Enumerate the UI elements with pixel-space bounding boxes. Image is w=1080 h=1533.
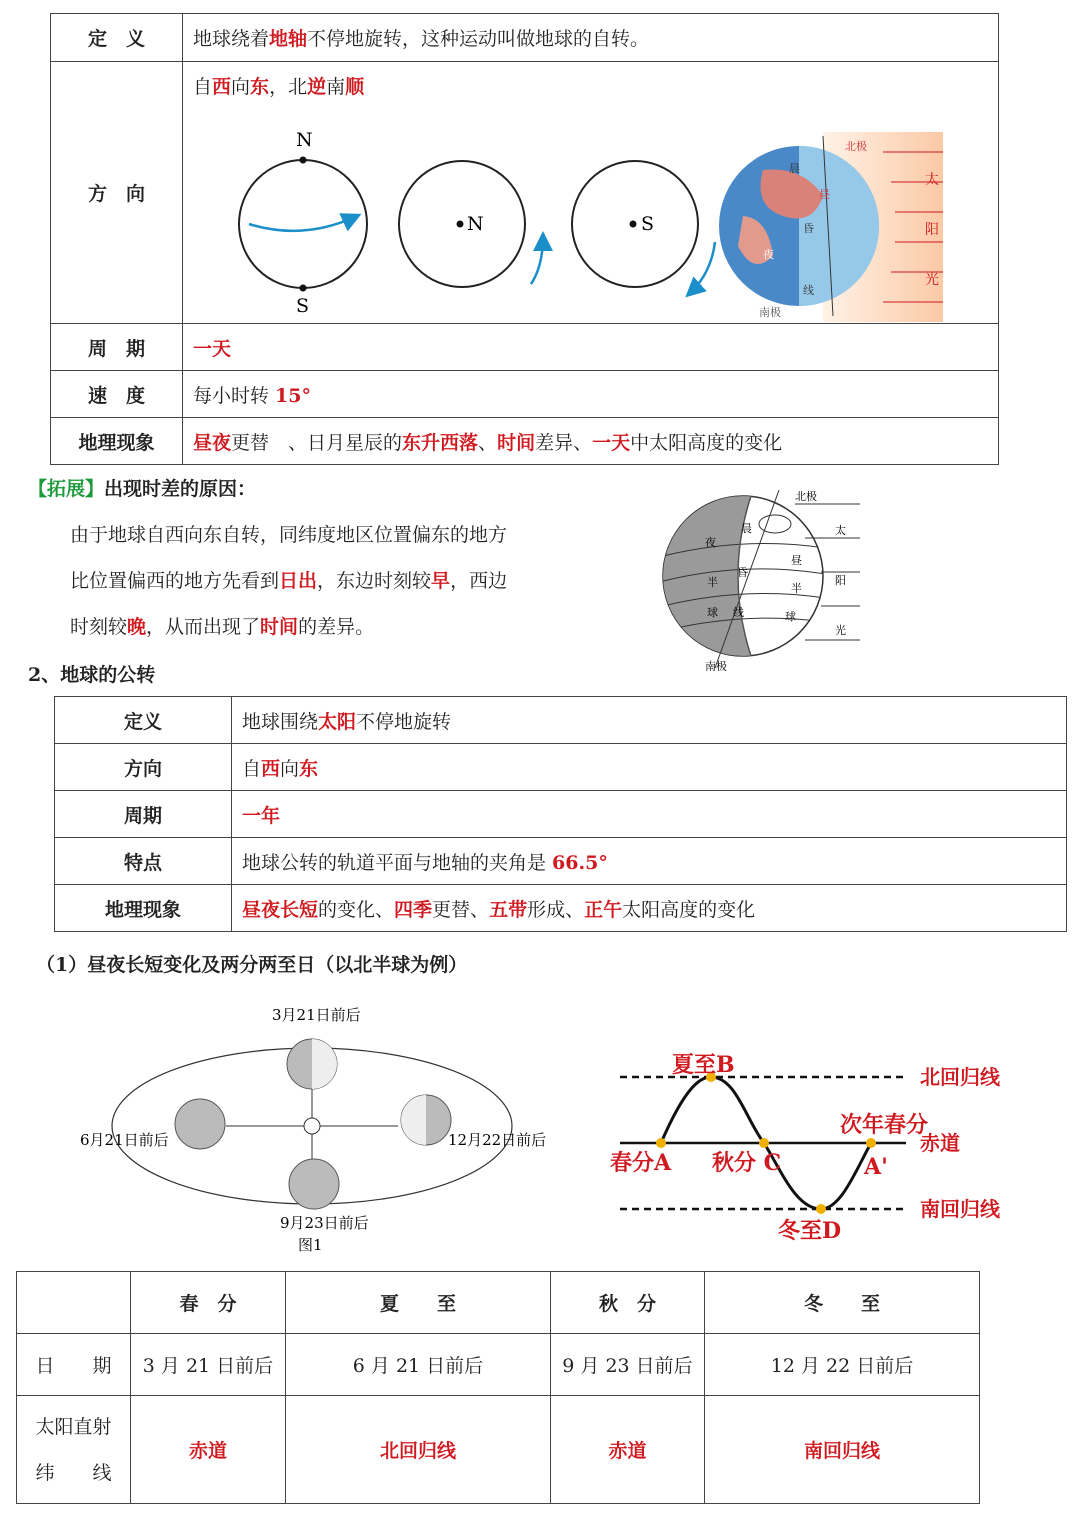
north-pole-view-circle — [399, 161, 543, 287]
orbit-label-september: 9月23日前后 — [280, 1214, 369, 1232]
rotation-period-value — [183, 324, 999, 371]
label-winter-d: 冬至D — [778, 1218, 842, 1244]
label-spring-a: 春分A — [610, 1150, 672, 1176]
south-label-3: S — [641, 213, 655, 235]
north-label-2: N — [467, 213, 484, 235]
latitude-spring: 赤道 — [131, 1396, 286, 1504]
highlight-text: 太阳 — [318, 710, 357, 733]
plain-text: 由于地球自西向东自转，同纬度地区位置偏东的地方 — [70, 524, 508, 546]
globe2-hun: 昏 — [737, 566, 748, 579]
globe2-qiu1: 球 — [707, 606, 718, 619]
plain-text: 地球绕着 — [193, 28, 270, 50]
label-south-tropic: 南回归线 — [920, 1197, 1000, 1221]
label-summer-b: 夏至B — [672, 1052, 735, 1078]
highlight-text: 日出 — [279, 570, 318, 592]
revolution-phenomena-label: 地理现象 — [55, 885, 232, 932]
globe2-ban2: 半 — [791, 582, 802, 595]
globe2-north: 北极 — [795, 490, 817, 503]
latitude-winter: 南回归线 — [705, 1396, 980, 1504]
globe2-ye: 夜 — [705, 536, 716, 549]
latitude-autumn: 赤道 — [551, 1396, 705, 1504]
revolution-definition-label: 定义 — [55, 697, 232, 744]
plain-text: 地球公转的轨道平面与地轴的夹角是 — [242, 851, 553, 874]
plain-text: 差异、 — [535, 431, 593, 454]
plain-text: ，西边 — [450, 570, 508, 592]
globe2-south: 南极 — [705, 660, 727, 671]
label-next-spring: 次年春分 — [840, 1112, 929, 1138]
plain-text: 自 — [193, 76, 213, 98]
plain-text: ，从而出现了 — [146, 616, 261, 638]
north-label-1: N — [296, 129, 313, 151]
globe-south-label: 南极 — [759, 306, 781, 319]
highlight-text: 地轴 — [269, 28, 308, 50]
revolution-direction-label: 方向 — [55, 744, 232, 791]
highlight-text: 66.5° — [552, 851, 608, 874]
rotation-period-label: 周 期 — [51, 324, 183, 371]
globe-night-label: 夜 — [763, 248, 774, 261]
extension-line-1 — [70, 512, 507, 558]
plain-text: ，东边时刻较 — [317, 570, 432, 592]
plain-text: 、 — [478, 431, 498, 454]
latitude-row-label — [17, 1396, 131, 1504]
extension-bracket: 【拓展】 — [28, 478, 105, 500]
plain-text: 形成、 — [527, 898, 585, 921]
highlight-text: 时间 — [497, 431, 536, 454]
globe2-yang: 阳 — [835, 574, 846, 587]
plain-text: 向 — [280, 757, 300, 780]
extension-line-3 — [70, 604, 374, 650]
date-summer: 6 月 21 日前后 — [286, 1334, 551, 1396]
sun-icon — [294, 1108, 330, 1144]
rotation-phenomena-value — [183, 418, 999, 465]
highlight-text: 一天 — [193, 337, 232, 360]
highlight-text: 昼夜长短 — [242, 898, 319, 921]
globe-north-label: 北极 — [845, 140, 867, 153]
plain-text: 时刻较 — [70, 616, 128, 638]
highlight-text: 四季 — [394, 898, 433, 921]
sunlit-globe-illustration — [719, 132, 943, 322]
highlight-text: 五带 — [489, 898, 528, 921]
highlight-text: 西 — [261, 757, 281, 780]
orbit-label-june: 6月21日前后 — [80, 1131, 169, 1149]
plain-text: 向 — [231, 76, 251, 98]
header-winter-solstice: 冬 至 — [705, 1272, 980, 1334]
south-pole-view-circle — [572, 161, 715, 294]
latitude-label-line-1: 太阳直射 — [35, 1415, 112, 1438]
globe2-zhou: 昼 — [791, 554, 802, 567]
header-summer-solstice: 夏 至 — [286, 1272, 551, 1334]
plain-text: 自 — [242, 757, 262, 780]
globe2-xian: 线 — [733, 606, 744, 619]
orbit-caption: 图1 — [298, 1236, 323, 1254]
revolution-feature-label: 特点 — [55, 838, 232, 885]
sun-label-yang: 阳 — [925, 222, 939, 238]
date-row-label: 日 期 — [17, 1334, 131, 1396]
globe2-guang: 光 — [835, 624, 846, 637]
label-equator: 赤道 — [920, 1131, 960, 1155]
globe2-chen: 晨 — [741, 522, 752, 535]
label-autumn-c: 秋分 C — [712, 1150, 782, 1176]
highlight-text: 顺 — [345, 76, 365, 98]
plain-text: 的变化、 — [318, 898, 395, 921]
rotation-table — [50, 13, 999, 465]
time-difference-globe-diagram — [655, 486, 870, 671]
section-2-title: 2、地球的公转 — [28, 664, 156, 686]
revolution-direction-value — [232, 744, 1067, 791]
highlight-text: 昼夜 — [193, 431, 232, 454]
orbit-label-december: 12月22日前后 — [448, 1131, 547, 1149]
sun-label-guang: 光 — [925, 272, 939, 288]
rotation-speed-label: 速 度 — [51, 371, 183, 418]
plain-text: 南 — [326, 76, 346, 98]
globe2-qiu2: 球 — [785, 610, 796, 623]
extension-heading — [28, 474, 256, 501]
plain-text: 比位置偏西的地方先看到 — [70, 570, 280, 592]
plain-text: 不停地旋转，这种运动叫做地球的自转。 — [307, 28, 650, 50]
rotation-direction-diagram — [183, 106, 983, 326]
globe-line-label: 线 — [803, 284, 814, 297]
rotation-direction-value — [183, 62, 998, 99]
date-autumn: 9 月 23 日前后 — [551, 1334, 705, 1396]
highlight-text: 晚 — [127, 616, 147, 638]
extension-title: 出现时差的原因： — [104, 478, 257, 500]
header-autumn-equinox: 秋 分 — [551, 1272, 705, 1334]
date-winter: 12 月 22 日前后 — [705, 1334, 980, 1396]
highlight-text: 时间 — [260, 616, 299, 638]
highlight-text: 东升西落 — [402, 431, 479, 454]
subsection-1-title: （1）昼夜长短变化及两分两至日（以北半球为例） — [36, 954, 468, 976]
revolution-period-label: 周期 — [55, 791, 232, 838]
globe-june — [175, 1099, 225, 1149]
highlight-text: 正午 — [584, 898, 623, 921]
revolution-feature-value — [232, 838, 1067, 885]
latitude-summer: 北回归线 — [286, 1396, 551, 1504]
revolution-period-value — [232, 791, 1067, 838]
highlight-text: 15° — [275, 384, 311, 407]
globe-day-label: 昼 — [819, 188, 830, 201]
plain-text: 地球围绕 — [242, 710, 319, 733]
highlight-text: 一天 — [592, 431, 631, 454]
header-spring-equinox: 春 分 — [131, 1272, 286, 1334]
highlight-text: 东 — [299, 757, 319, 780]
plain-text: 太阳高度的变化 — [622, 898, 756, 921]
rotation-definition-label: 定 义 — [51, 14, 183, 62]
highlight-text: 东 — [250, 76, 270, 98]
globe2-tai: 太 — [835, 524, 846, 537]
solar-declination-curve — [606, 1040, 1006, 1250]
plain-text: 不停地旋转 — [356, 710, 452, 733]
label-north-tropic: 北回归线 — [920, 1065, 1000, 1089]
highlight-text: 一年 — [242, 804, 281, 827]
orbit-figure — [76, 998, 576, 1258]
rotation-direction-label: 方 向 — [51, 62, 183, 324]
rotation-phenomena-label: 地理现象 — [51, 418, 183, 465]
revolution-definition-value — [232, 697, 1067, 744]
highlight-text: 早 — [431, 570, 451, 592]
table3-corner — [17, 1272, 131, 1334]
plain-text: 更替 、日月星辰的 — [231, 431, 403, 454]
plain-text: ，北 — [269, 76, 308, 98]
south-label-1: S — [296, 295, 310, 317]
solstice-equinox-table — [16, 1271, 980, 1504]
globe-september — [289, 1159, 339, 1209]
label-a-prime: A' — [864, 1154, 888, 1180]
globe-dawn-label: 晨 — [789, 162, 800, 175]
rotation-speed-value — [183, 371, 999, 418]
highlight-text: 逆 — [307, 76, 327, 98]
extension-line-2 — [70, 558, 507, 604]
highlight-text: 西 — [212, 76, 232, 98]
orbit-label-march: 3月21日前后 — [272, 1006, 361, 1024]
revolution-table — [54, 696, 1067, 932]
globe2-ban1: 半 — [707, 576, 718, 589]
latitude-label-line-2: 纬 线 — [35, 1461, 112, 1484]
plain-text: 的差异。 — [298, 616, 375, 638]
globe-dusk-label: 昏 — [803, 222, 814, 235]
rotation-definition-value — [183, 14, 999, 62]
plain-text: 中太阳高度的变化 — [630, 431, 783, 454]
plain-text: 更替、 — [432, 898, 490, 921]
revolution-phenomena-value — [232, 885, 1067, 932]
plain-text: 每小时转 — [193, 384, 276, 407]
sun-label-tai: 太 — [925, 172, 939, 188]
date-spring: 3 月 21 日前后 — [131, 1334, 286, 1396]
side-view-circle — [239, 129, 367, 317]
